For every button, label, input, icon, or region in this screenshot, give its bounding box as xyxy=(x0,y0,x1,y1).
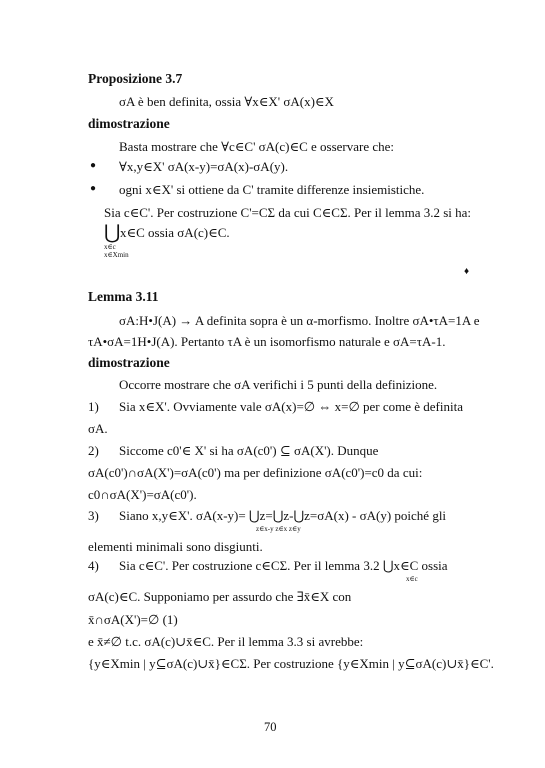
item-3-union-subscripts: z∈x-y z∈x z∈y xyxy=(256,525,301,533)
item-1-text: Sia x∈X'. Ovviamente vale σA(x)=∅ ⇔ x=∅ per come è definita xyxy=(119,399,463,414)
item-2-text: Siccome c0'∈ X' si ha σA(c0') ⊆ σA(X'). Dunque xyxy=(119,443,379,458)
proposition-title: Proposizione 3.7 xyxy=(88,71,183,86)
lemma-proof-intro: Occorre mostrare che σA verifichi i 5 punti della definizione. xyxy=(119,377,438,392)
item-4-union-subscript: x∈c xyxy=(406,575,418,583)
item-4-continuation-4: {y∈Xmin | y⊆σA(c)∪x̄}∈CΣ. Per costruzione {y∈Xmin | y⊆σA(c)∪x̄}∈C'. xyxy=(88,656,494,671)
item-2-number: 2) xyxy=(88,443,99,458)
item-2-continuation-2: c0∩σA(X')=σA(c0'). xyxy=(88,487,197,502)
lemma-proof-label: dimostrazione xyxy=(88,355,170,370)
item-1-continuation: σA. xyxy=(88,421,108,436)
item-1-number: 1) xyxy=(88,399,99,414)
proposition-bullet-1: ∀x,y∈X' σA(x-y)=σA(x)-σA(y). xyxy=(119,159,289,174)
union-symbol: ⋃ xyxy=(104,222,121,244)
end-of-proof-mark: ♦ xyxy=(464,266,470,277)
union-subscript-1: x∈c xyxy=(104,243,116,251)
proposition-conclusion: Sia c∈C'. Per costruzione C'=CΣ da cui C∈CΣ. Per il lemma 3.2 si ha: xyxy=(104,205,472,220)
lemma-statement-line-2: τA•σA=1H•J(A). Pertanto τA è un isomorfismo naturale e σA=τA-1. xyxy=(88,334,446,349)
bullet-dot-1: ● xyxy=(90,160,97,171)
proposition-proof-intro: Basta mostrare che ∀c∈C' σA(c)∈C e osservare che: xyxy=(119,139,395,154)
lemma-title: Lemma 3.11 xyxy=(88,289,159,304)
proposition-statement: σA è ben definita, ossia ∀x∈X' σA(x)∈X xyxy=(119,94,334,109)
item-3-number: 3) xyxy=(88,508,99,523)
union-statement: x∈C ossia σA(c)∈C. xyxy=(120,225,230,240)
page-number: 70 xyxy=(264,720,277,734)
union-subscript-2: x∈Xmin xyxy=(104,251,129,259)
item-2-continuation: σA(c0')∩σA(X')=σA(c0') ma per definizione σA(c0')=c0 da cui: xyxy=(88,465,423,480)
item-4-continuation: σA(c)∈C. Supponiamo per assurdo che ∃x̄∈X con xyxy=(88,589,352,604)
item-4-number: 4) xyxy=(88,558,99,573)
item-4-continuation-3: e x̄≠∅ t.c. σA(c)∪x̄∈C. Per il lemma 3.3 si avrebbe: xyxy=(88,634,364,649)
item-4-text: Sia c∈C'. Per costruzione c∈CΣ. Per il lemma 3.2 ⋃x∈C ossia xyxy=(119,558,448,573)
proposition-bullet-2: ogni x∈X' si ottiene da C' tramite differenze insiemistiche. xyxy=(119,182,425,197)
bullet-dot-2: ● xyxy=(90,183,97,194)
proposition-proof-label: dimostrazione xyxy=(88,116,170,131)
item-4-continuation-2: x̄∩σA(X')=∅ (1) xyxy=(88,612,178,627)
item-3-continuation: elementi minimali sono disgiunti. xyxy=(88,539,263,554)
lemma-statement-line-1: σA:H•J(A) → A definita sopra è un α-morfismo. Inoltre σA•τA=1A e xyxy=(119,313,480,328)
item-3-text: Siano x,y∈X'. σA(x-y)= ⋃z=⋃z-⋃z=σA(x) - σA(y) poiché gli xyxy=(119,508,447,523)
